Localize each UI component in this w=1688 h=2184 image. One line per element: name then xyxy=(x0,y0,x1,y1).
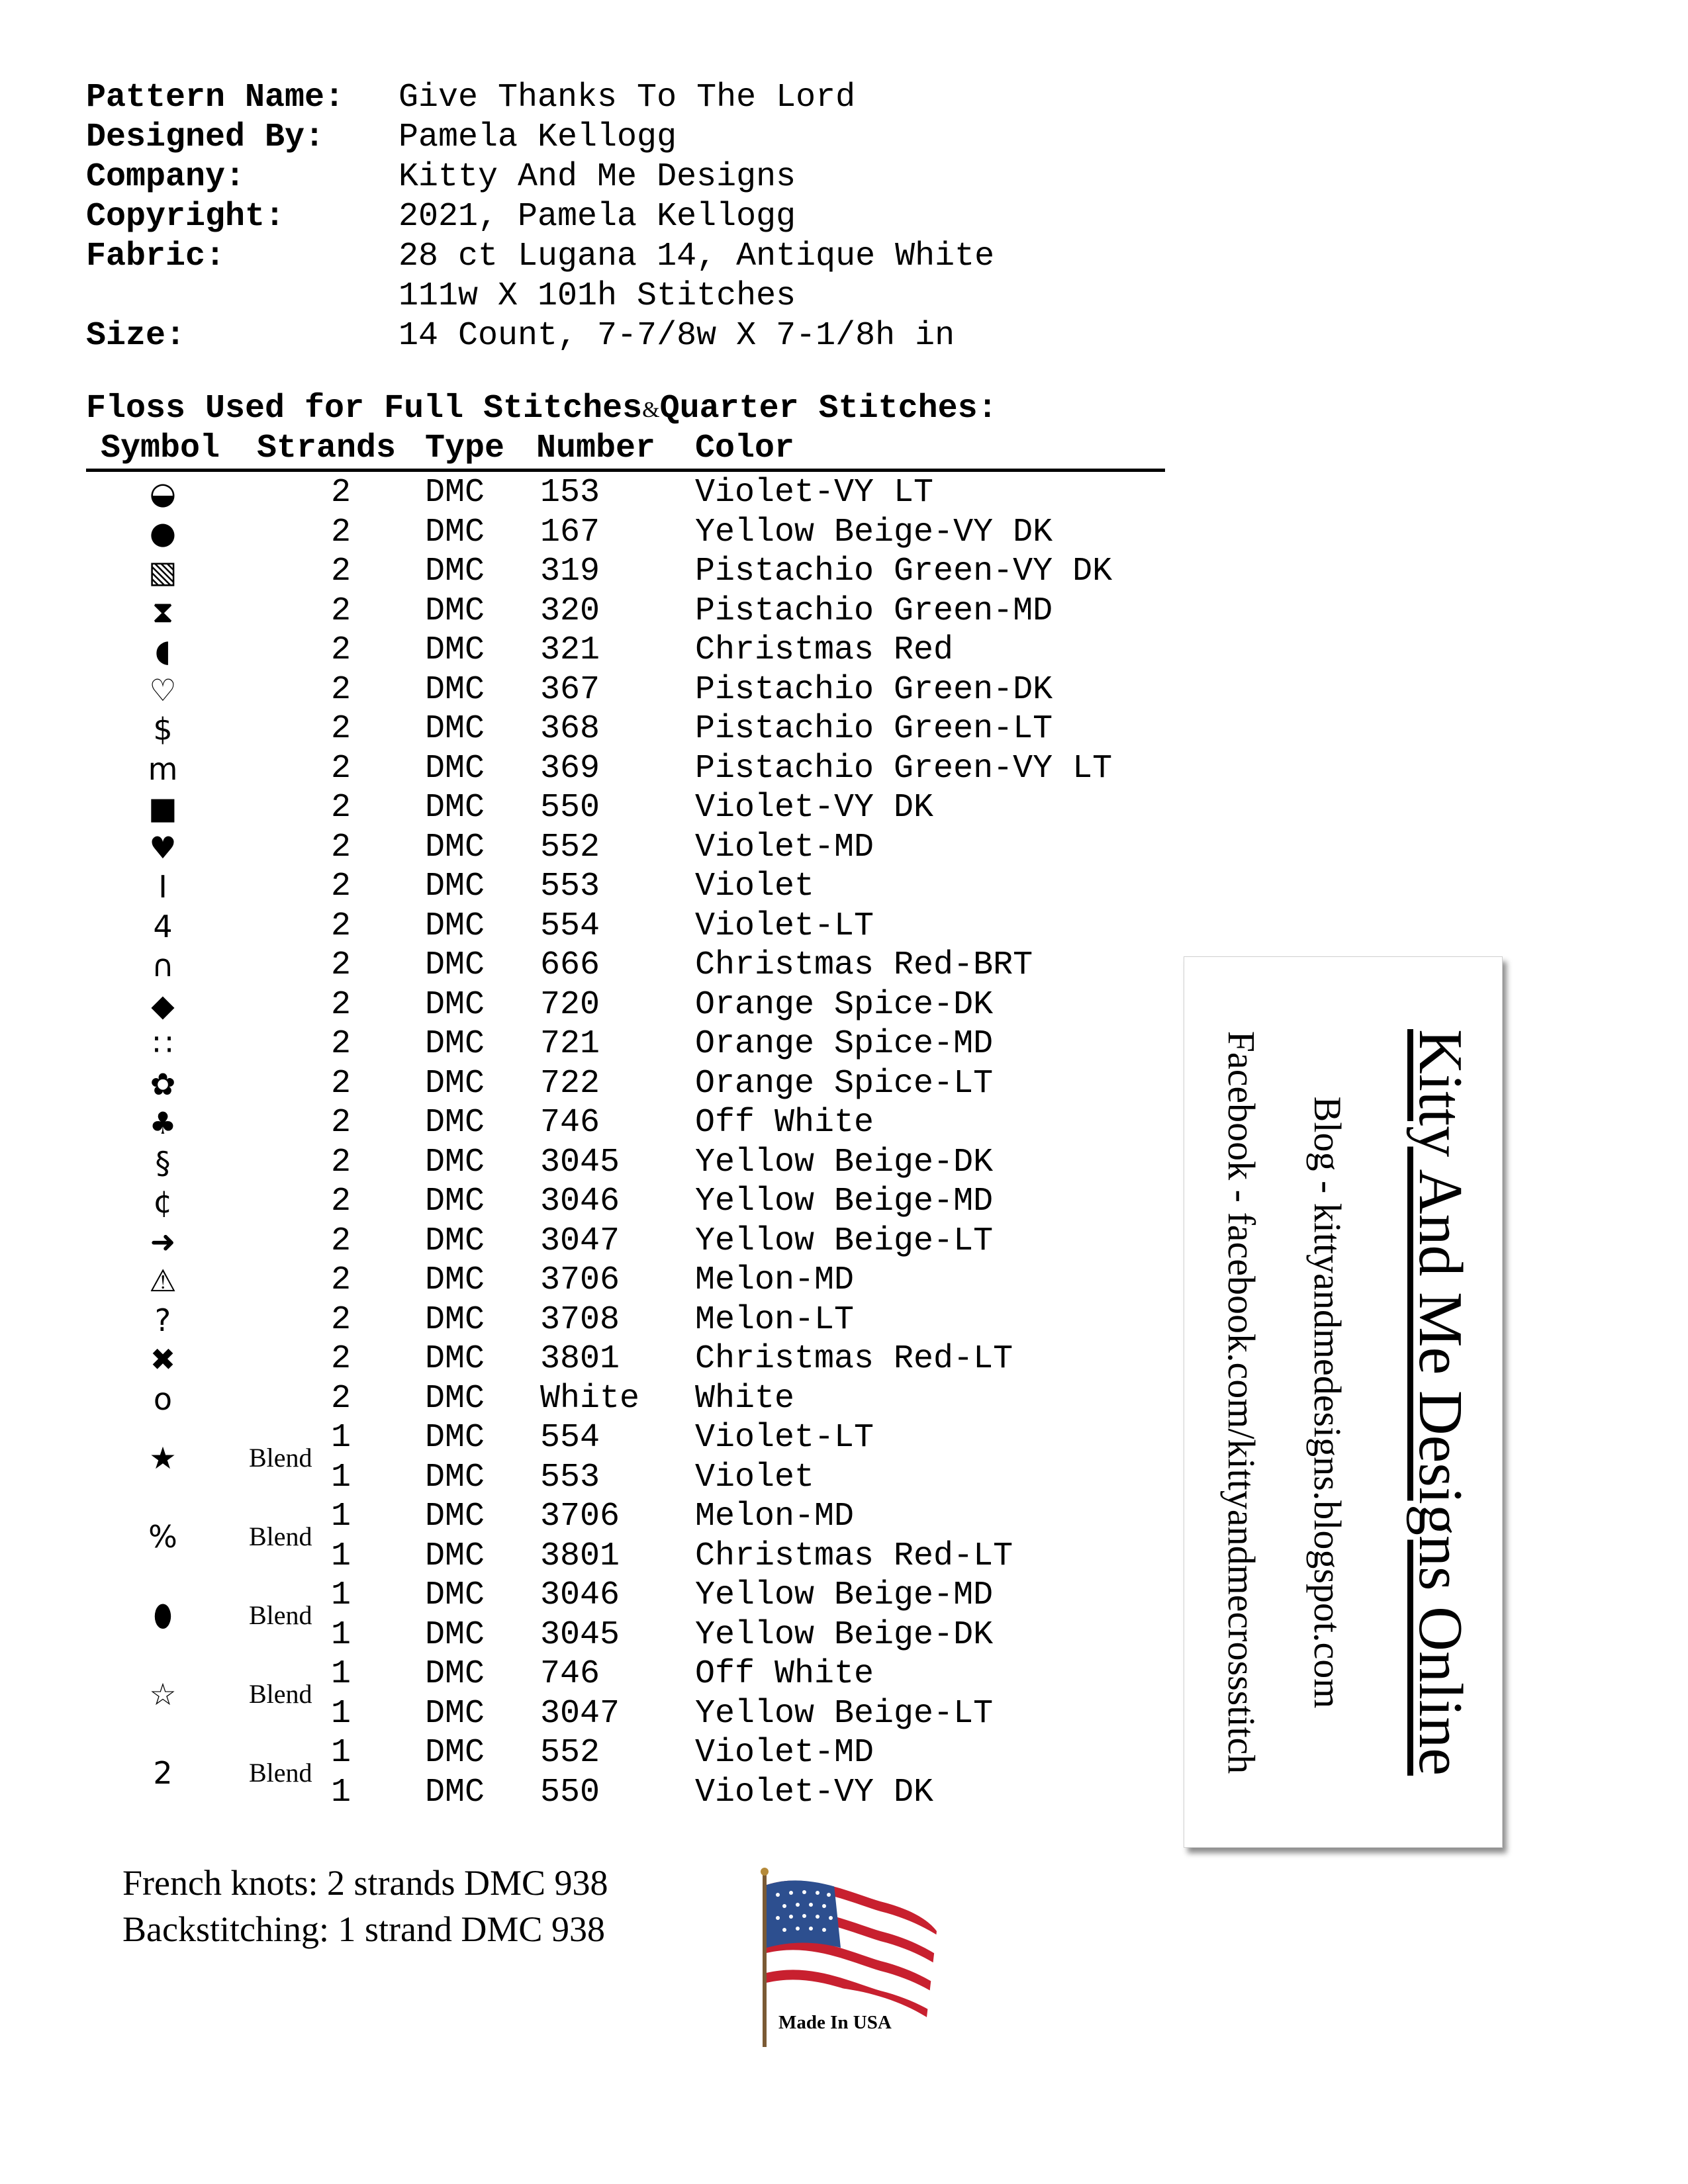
cell-color: Pistachio Green-DK xyxy=(695,670,1053,709)
cell-color: Christmas Red-LT xyxy=(695,1340,1013,1378)
cell-type: DMC xyxy=(425,907,485,945)
floss-row xyxy=(0,788,1165,828)
symbol-icon: 2 xyxy=(153,1754,173,1791)
symbol-icon: % xyxy=(148,1518,177,1555)
symbol-icon: ⚠ xyxy=(149,1263,177,1298)
cell-color: Christmas Red xyxy=(695,631,954,669)
cell-number: 3708 xyxy=(540,1300,620,1339)
floss-title-amp: & xyxy=(642,398,660,422)
cell-strands: 2 xyxy=(331,1025,352,1063)
cell-strands: 2 xyxy=(331,631,352,669)
symbol-icon: ★ xyxy=(149,1439,177,1476)
cell-strands: 2 xyxy=(331,789,352,827)
cell-strands: 1 xyxy=(331,1537,352,1575)
floss-row xyxy=(0,985,1165,1025)
cell-color: Orange Spice-MD xyxy=(695,1025,994,1063)
floss-row xyxy=(0,670,1165,710)
symbol-icon: ✖ xyxy=(150,1342,176,1377)
cell-type: DMC xyxy=(425,553,485,590)
col-number: Number xyxy=(536,430,656,467)
info-value: 14 Count, 7-7/8w X 7-1/8h in xyxy=(399,317,955,355)
cell-number: 553 xyxy=(540,1458,600,1496)
floss-row xyxy=(0,1439,1165,1498)
cell-type: DMC xyxy=(425,1104,485,1142)
cell-number: 553 xyxy=(540,868,600,905)
cell-color: Violet-VY LT xyxy=(695,474,934,512)
blend-label: Blend xyxy=(249,1678,312,1709)
floss-row xyxy=(0,1182,1165,1222)
col-type: Type xyxy=(425,430,505,467)
cell-type: DMC xyxy=(425,789,485,827)
cell-strands: 1 xyxy=(331,1694,352,1733)
cell-type: DMC xyxy=(425,1143,485,1181)
cell-number: 3801 xyxy=(540,1340,620,1378)
cell-number: 3045 xyxy=(540,1615,620,1654)
symbol-icon: 4 xyxy=(153,908,173,944)
cell-type: DMC xyxy=(425,1222,485,1260)
cell-color: Violet-VY DK xyxy=(695,1773,934,1811)
floss-row xyxy=(0,1143,1165,1183)
floss-title xyxy=(86,389,998,430)
stitch-notes xyxy=(122,1860,608,1952)
cell-type: DMC xyxy=(425,631,485,669)
cell-strands: 2 xyxy=(331,749,352,788)
cell-color: Violet-MD xyxy=(695,1734,874,1772)
cell-color: Violet-VY DK xyxy=(695,789,934,827)
blend-label: Blend xyxy=(249,1521,312,1551)
col-color: Color xyxy=(695,430,795,467)
cell-strands: 2 xyxy=(331,474,352,512)
cell-color: Melon-LT xyxy=(695,1300,855,1339)
cell-strands: 1 xyxy=(331,1615,352,1654)
floss-row xyxy=(0,1300,1165,1340)
cell-type: DMC xyxy=(425,1300,485,1339)
facebook-link[interactable]: Facebook - facebook.com/kittyandmecrossstitch xyxy=(1220,1030,1263,1774)
cell-strands: 1 xyxy=(331,1655,352,1693)
cell-color: Violet xyxy=(695,868,815,905)
cell-strands: 2 xyxy=(331,1143,352,1181)
symbol-icon: o xyxy=(153,1381,173,1417)
cell-color: Pistachio Green-VY LT xyxy=(695,749,1113,788)
cell-type: DMC xyxy=(425,1498,485,1535)
cell-number: 321 xyxy=(540,631,600,669)
symbol-icon: ■ xyxy=(148,790,177,826)
floss-row xyxy=(0,592,1165,631)
cell-type: DMC xyxy=(425,1025,485,1063)
info-value: 111w X 101h Stitches xyxy=(399,277,796,315)
floss-row xyxy=(0,513,1165,553)
cell-color: Yellow Beige-MD xyxy=(695,1183,994,1220)
symbol-icon: I xyxy=(158,869,167,905)
blog-link[interactable]: Blog - kittyandmedesigns.blogspot.com xyxy=(1306,1096,1349,1708)
cell-number: 369 xyxy=(540,749,600,788)
cell-color: Melon-MD xyxy=(695,1261,855,1299)
floss-title-part1: Floss Used for Full Stitches xyxy=(86,390,643,428)
floss-row xyxy=(0,907,1165,946)
floss-row xyxy=(0,946,1165,985)
cell-strands: 2 xyxy=(331,946,352,984)
cell-type: DMC xyxy=(425,946,485,984)
symbol-icon: ♥ xyxy=(149,829,177,866)
cell-strands: 2 xyxy=(331,670,352,709)
info-label: Size: xyxy=(86,317,186,355)
col-symbol: Symbol xyxy=(101,430,220,467)
cell-color: Yellow Beige-DK xyxy=(695,1615,994,1654)
cell-strands: 2 xyxy=(331,1064,352,1103)
cell-number: 3706 xyxy=(540,1261,620,1299)
cell-color: Yellow Beige-MD xyxy=(695,1576,994,1614)
cell-type: DMC xyxy=(425,474,485,512)
floss-row xyxy=(0,1340,1165,1379)
cell-type: DMC xyxy=(425,1734,485,1772)
floss-row xyxy=(0,867,1165,907)
cell-color: Christmas Red-LT xyxy=(695,1537,1013,1575)
info-value: Kitty And Me Designs xyxy=(399,158,796,196)
floss-row xyxy=(0,709,1165,749)
symbol-icon: ◖ xyxy=(154,633,171,668)
cell-number: 3046 xyxy=(540,1183,620,1220)
cell-number: 368 xyxy=(540,710,600,748)
cell-strands: 1 xyxy=(331,1734,352,1772)
floss-row xyxy=(0,828,1165,868)
blend-label: Blend xyxy=(249,1442,312,1473)
floss-row xyxy=(0,1064,1165,1104)
cell-type: DMC xyxy=(425,1261,485,1299)
cell-strands: 2 xyxy=(331,1300,352,1339)
cell-type: DMC xyxy=(425,710,485,748)
cell-type: DMC xyxy=(425,592,485,630)
cell-number: 746 xyxy=(540,1104,600,1142)
floss-row xyxy=(0,631,1165,670)
cell-color: Off White xyxy=(695,1655,874,1693)
cell-strands: 2 xyxy=(331,1379,352,1418)
cell-strands: 1 xyxy=(331,1458,352,1496)
info-label: Fabric: xyxy=(86,238,226,275)
cell-type: DMC xyxy=(425,1064,485,1103)
info-label: Copyright: xyxy=(86,198,285,236)
info-value: Pamela Kellogg xyxy=(399,118,677,156)
cell-number: 722 xyxy=(540,1064,600,1103)
floss-row xyxy=(0,1518,1165,1576)
floss-row xyxy=(0,1597,1165,1655)
cell-type: DMC xyxy=(425,985,485,1024)
cell-color: Orange Spice-DK xyxy=(695,985,994,1024)
cell-number: 552 xyxy=(540,1734,600,1772)
cell-strands: 2 xyxy=(331,868,352,905)
symbol-icon: ⬮ xyxy=(153,1597,173,1633)
symbol-icon: ♡ xyxy=(149,672,177,708)
cell-type: DMC xyxy=(425,1694,485,1733)
cell-color: White xyxy=(695,1379,795,1418)
cell-type: DMC xyxy=(425,1458,485,1496)
cell-number: 3047 xyxy=(540,1694,620,1733)
cell-type: DMC xyxy=(425,1537,485,1575)
cell-number: 550 xyxy=(540,1773,600,1811)
symbol-icon: ◆ xyxy=(151,987,175,1023)
symbol-icon: ➜ xyxy=(150,1223,176,1259)
cell-color: Yellow Beige-DK xyxy=(695,1143,994,1181)
contact-card-content xyxy=(1184,957,1502,1847)
symbol-icon: m xyxy=(148,751,178,787)
made-in-usa-caption: Made In USA xyxy=(778,2012,892,2033)
info-label: Company: xyxy=(86,158,246,196)
cell-type: DMC xyxy=(425,1183,485,1220)
info-label: Designed By: xyxy=(86,118,325,156)
cell-number: 721 xyxy=(540,1025,600,1063)
cell-color: Orange Spice-LT xyxy=(695,1064,994,1103)
floss-row xyxy=(0,473,1165,513)
cell-color: Violet-LT xyxy=(695,907,874,945)
cell-strands: 2 xyxy=(331,1222,352,1260)
symbol-icon: ⧗ xyxy=(152,593,174,629)
floss-row xyxy=(0,1222,1165,1261)
symbol-icon: § xyxy=(155,1144,171,1181)
cell-number: 367 xyxy=(540,670,600,709)
cell-color: Pistachio Green-LT xyxy=(695,710,1053,748)
floss-title-part2: Quarter Stitches: xyxy=(659,390,998,428)
cell-color: Pistachio Green-MD xyxy=(695,592,1053,630)
cell-type: DMC xyxy=(425,1340,485,1378)
cell-strands: 1 xyxy=(331,1773,352,1811)
floss-row xyxy=(0,1103,1165,1143)
cell-number: 550 xyxy=(540,789,600,827)
cell-type: DMC xyxy=(425,1576,485,1614)
card-title xyxy=(1404,957,1477,1847)
symbol-icon: ? xyxy=(154,1302,171,1338)
cell-number: 167 xyxy=(540,513,600,551)
symbol-icon: ▧ xyxy=(148,554,177,590)
cell-type: DMC xyxy=(425,1419,485,1457)
cell-color: Yellow Beige-VY DK xyxy=(695,513,1053,551)
cell-type: DMC xyxy=(425,1379,485,1418)
cell-number: 3047 xyxy=(540,1222,620,1260)
cell-type: DMC xyxy=(425,670,485,709)
symbol-icon: ● xyxy=(149,514,177,551)
symbol-icon: ◒ xyxy=(149,475,177,511)
cell-color: Off White xyxy=(695,1104,874,1142)
cell-number: 554 xyxy=(540,907,600,945)
cell-strands: 2 xyxy=(331,1261,352,1299)
cell-number: 746 xyxy=(540,1655,600,1693)
cell-number: 554 xyxy=(540,1419,600,1457)
cell-type: DMC xyxy=(425,1773,485,1811)
info-label: Pattern Name: xyxy=(86,79,345,116)
col-strands: Strands xyxy=(257,430,397,467)
cell-color: Violet-MD xyxy=(695,828,874,866)
cell-strands: 2 xyxy=(331,1340,352,1378)
cell-type: DMC xyxy=(425,1655,485,1693)
symbol-icon: ☆ xyxy=(149,1676,177,1712)
floss-row xyxy=(0,1261,1165,1300)
info-value: Give Thanks To The Lord xyxy=(399,79,856,116)
cell-number: White xyxy=(540,1379,640,1418)
cell-color: Violet xyxy=(695,1458,815,1496)
symbol-icon: $ xyxy=(153,711,173,747)
blend-label: Blend xyxy=(249,1757,312,1788)
cell-number: 720 xyxy=(540,985,600,1024)
cell-strands: 2 xyxy=(331,513,352,551)
backstitching-note: Backstitching: 1 strand DMC 938 xyxy=(122,1909,605,1949)
cell-strands: 2 xyxy=(331,710,352,748)
cell-color: Pistachio Green-VY DK xyxy=(695,553,1113,590)
cell-number: 319 xyxy=(540,553,600,590)
french-knots-note: French knots: 2 strands DMC 938 xyxy=(122,1863,608,1903)
symbol-icon: ¢ xyxy=(153,1184,173,1220)
info-value: 28 ct Lugana 14, Antique White xyxy=(399,238,995,275)
floss-row xyxy=(0,1379,1165,1419)
cell-number: 666 xyxy=(540,946,600,984)
cell-number: 552 xyxy=(540,828,600,866)
cell-number: 3046 xyxy=(540,1576,620,1614)
cell-number: 153 xyxy=(540,474,600,512)
symbol-icon: ♣ xyxy=(149,1105,177,1141)
blend-label: Blend xyxy=(249,1600,312,1630)
floss-row xyxy=(0,1754,1165,1813)
contact-card xyxy=(1184,956,1503,1848)
info-value: 2021, Pamela Kellogg xyxy=(399,198,796,236)
cell-strands: 2 xyxy=(331,592,352,630)
cell-type: DMC xyxy=(425,513,485,551)
cell-strands: 2 xyxy=(331,985,352,1024)
cell-strands: 1 xyxy=(331,1419,352,1457)
floss-row xyxy=(0,1024,1165,1064)
cell-number: 3045 xyxy=(540,1143,620,1181)
symbol-icon: ∷ xyxy=(153,1026,173,1062)
cell-color: Christmas Red-BRT xyxy=(695,946,1033,984)
symbol-icon: ✿ xyxy=(150,1066,176,1102)
cell-strands: 2 xyxy=(331,828,352,866)
symbol-icon: ∩ xyxy=(152,948,174,983)
cell-strands: 2 xyxy=(331,553,352,590)
floss-row xyxy=(0,1676,1165,1734)
cell-type: DMC xyxy=(425,828,485,866)
card-title-text: Kitty And Me Designs Online xyxy=(1406,1028,1475,1776)
cell-strands: 2 xyxy=(331,1104,352,1142)
floss-row xyxy=(0,552,1165,592)
floss-table-header xyxy=(0,429,1165,469)
cell-strands: 2 xyxy=(331,907,352,945)
cell-type: DMC xyxy=(425,868,485,905)
cell-color: Yellow Beige-LT xyxy=(695,1694,994,1733)
cell-number: 320 xyxy=(540,592,600,630)
cell-color: Melon-MD xyxy=(695,1498,855,1535)
cell-strands: 1 xyxy=(331,1498,352,1535)
cell-strands: 2 xyxy=(331,1183,352,1220)
cell-number: 3801 xyxy=(540,1537,620,1575)
header-rule xyxy=(86,469,1165,472)
cell-type: DMC xyxy=(425,749,485,788)
cell-number: 3706 xyxy=(540,1498,620,1535)
floss-row xyxy=(0,749,1165,789)
cell-color: Violet-LT xyxy=(695,1419,874,1457)
cell-color: Yellow Beige-LT xyxy=(695,1222,994,1260)
cell-type: DMC xyxy=(425,1615,485,1654)
cell-strands: 1 xyxy=(331,1576,352,1614)
